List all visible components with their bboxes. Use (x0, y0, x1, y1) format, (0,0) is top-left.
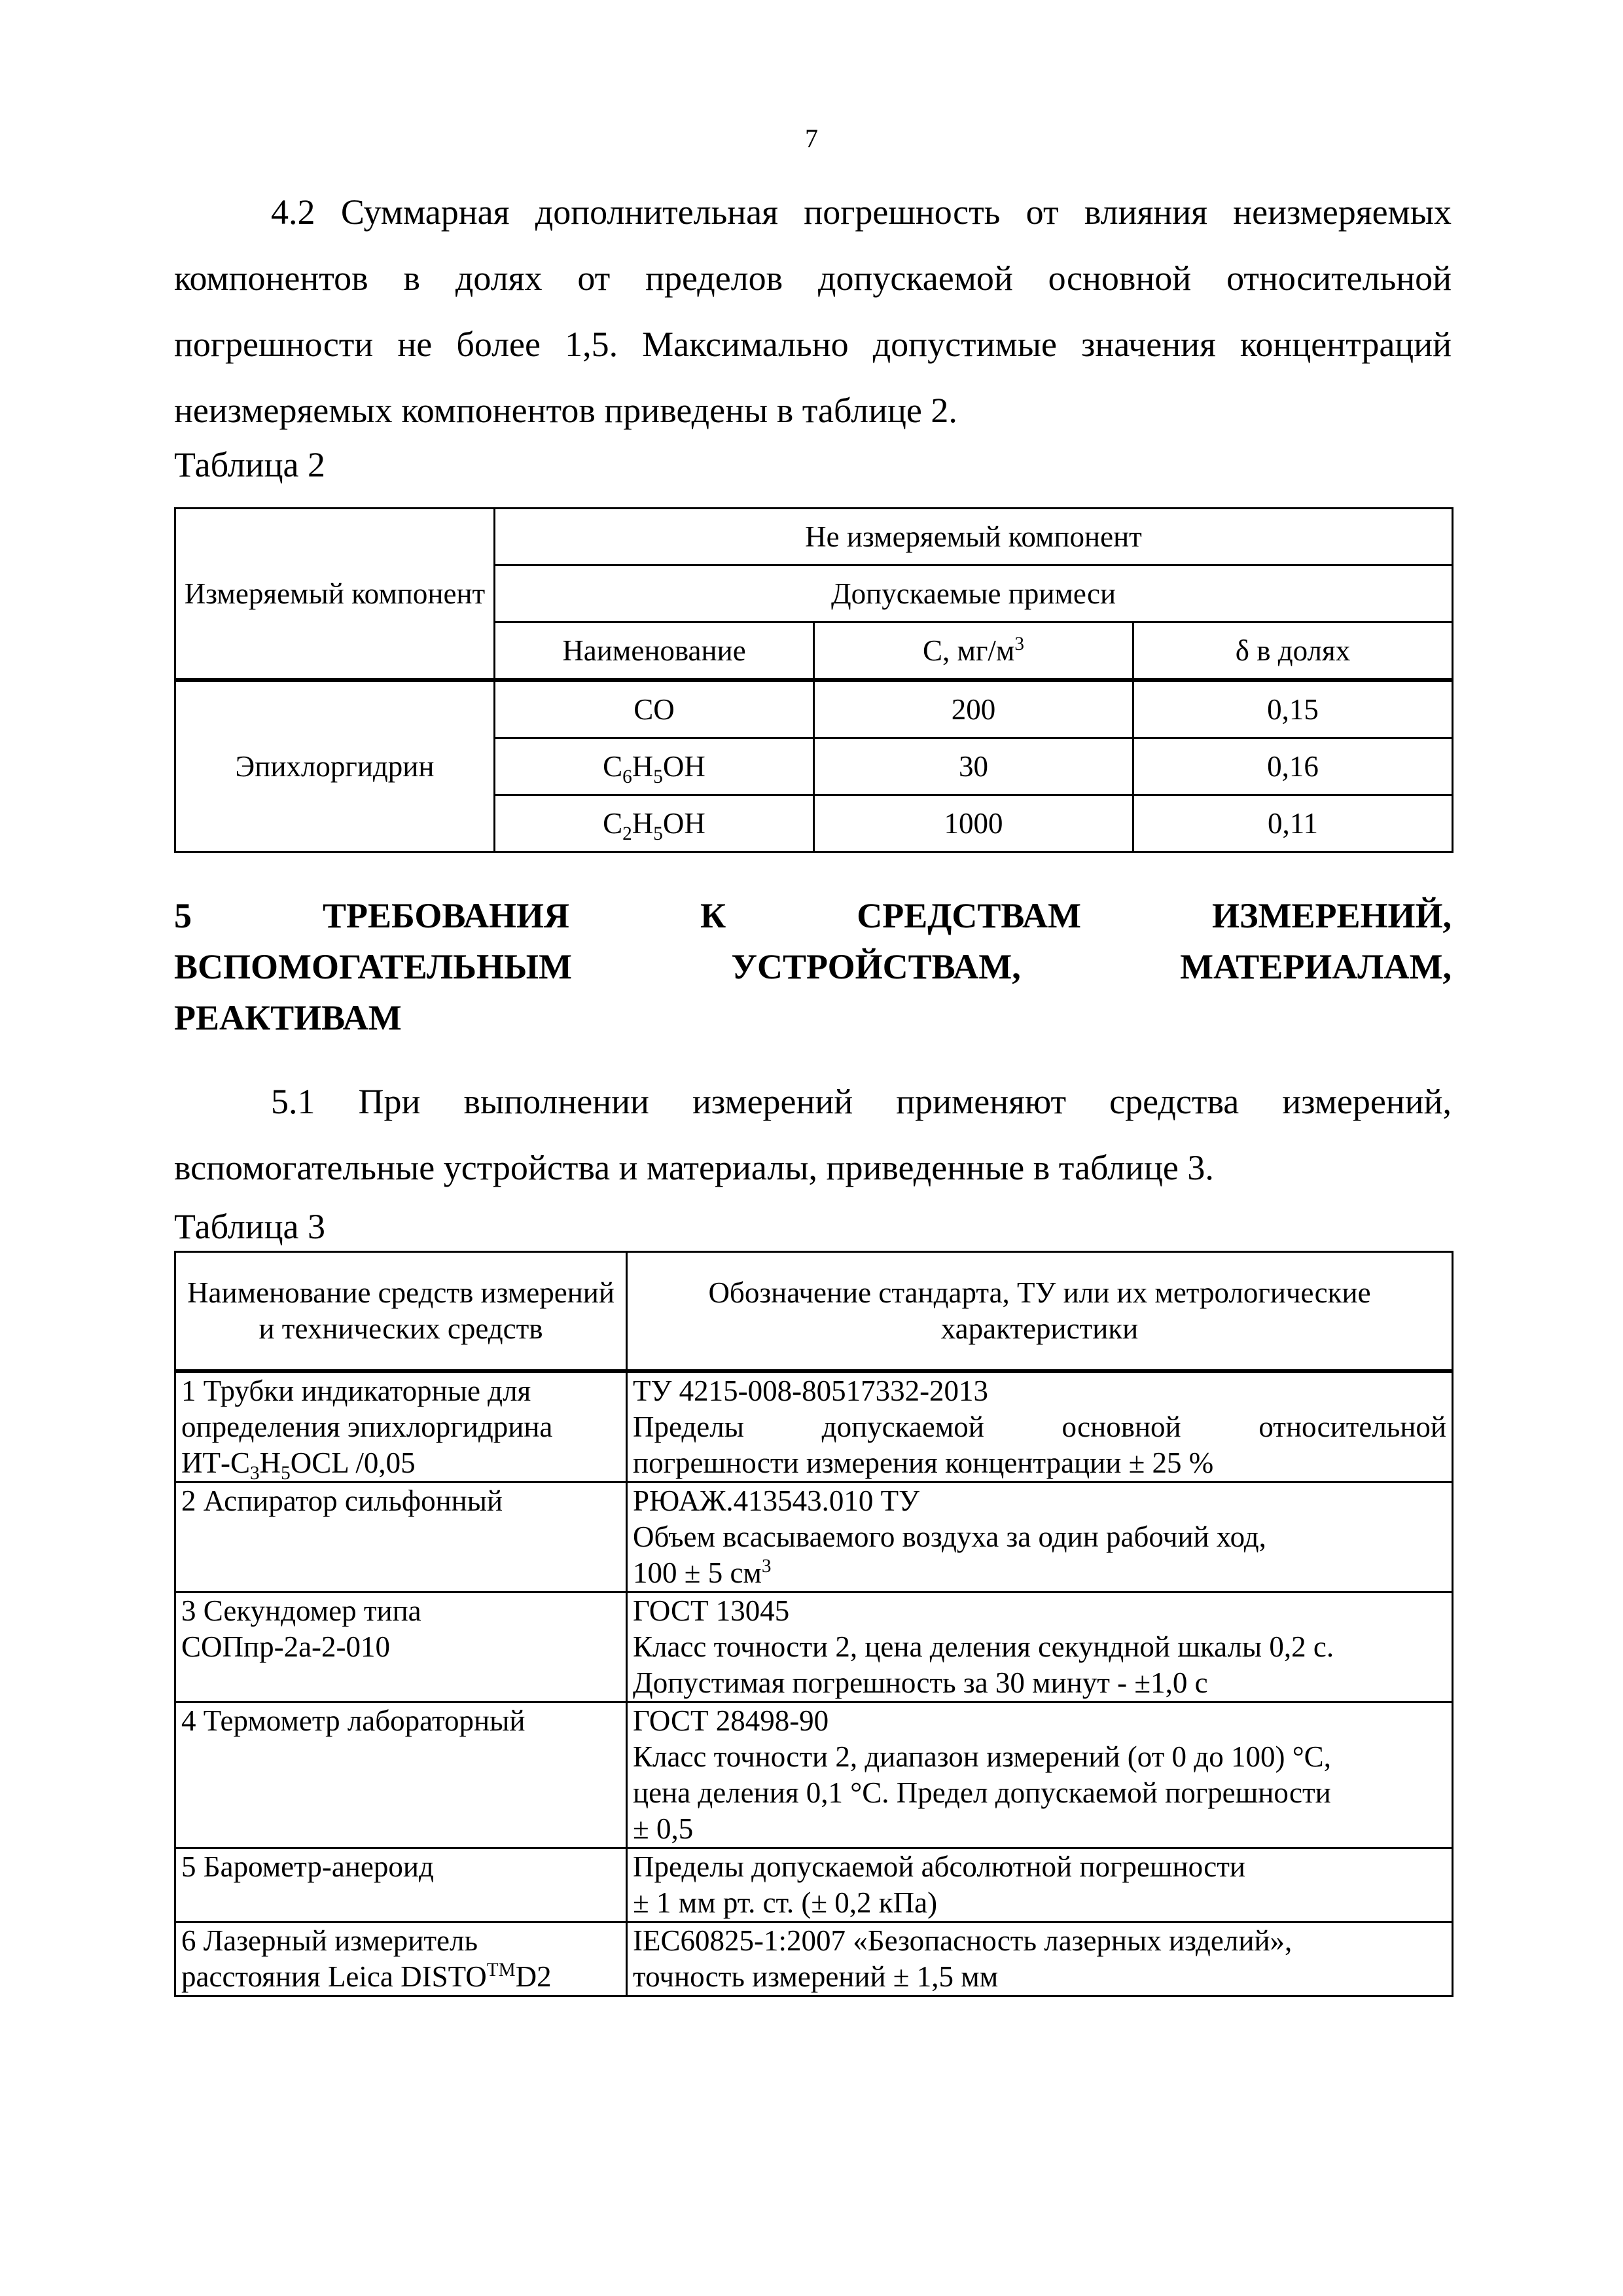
table-3 (174, 1251, 1454, 1997)
column-header-impurities: Допускаемые примеси (495, 565, 1453, 622)
table-2 (174, 507, 1454, 853)
table-row (175, 1702, 1453, 1848)
paragraph-line: вспомогательные устройства и материалы, приведенные в таблице 3. (174, 1148, 1214, 1187)
impurity-delta: 0,11 (1133, 795, 1453, 852)
superscript: 3 (761, 1556, 772, 1577)
heading-word: ВСПОМОГАТЕЛЬНЫМ (174, 947, 572, 986)
superscript: 3 (1014, 634, 1025, 655)
formula-part: H (259, 1446, 281, 1479)
cell-line: СОПпр-2а-2-010 (181, 1630, 391, 1663)
column-header-non-measured: Не измеряемый компонент (495, 509, 1453, 565)
cell-line: ТУ 4215-008-80517332-2013 (633, 1374, 989, 1407)
cell-line: Допустимая погрешность за 30 минут - ±1,0 с (633, 1666, 1208, 1699)
impurity-name: CO (495, 680, 814, 738)
instrument-name (175, 1482, 627, 1592)
paragraph-line: погрешности не более 1,5. Максимально допустимые значения концентраций (174, 325, 1452, 364)
paragraph-line: 5.1 При выполнении измерений применяют средства измерений, (271, 1082, 1452, 1121)
table-3-caption: Таблица 3 (174, 1207, 325, 1246)
formula-subscript: 5 (653, 823, 663, 844)
cell-line: Пределы допускаемой основной относительной (633, 1410, 1446, 1443)
instrument-name (175, 1922, 627, 1996)
impurity-concentration: 200 (814, 680, 1133, 738)
cell-line: 5 Барометр-анероид (181, 1850, 434, 1883)
formula-subscript: 3 (250, 1463, 260, 1484)
cell-line: цена деления 0,1 °С. Предел допускаемой погрешности (633, 1776, 1331, 1809)
formula-part: OH (662, 750, 705, 783)
instrument-name (175, 1702, 627, 1848)
impurity-name (495, 738, 814, 795)
formula-part: H (632, 807, 654, 840)
formula-part: ИТ-C (181, 1446, 250, 1479)
impurity-name (495, 795, 814, 852)
cell-text: 100 ± 5 см (633, 1556, 762, 1589)
header-text: Измеряемый компонент (184, 577, 486, 610)
formula-part: C (603, 750, 623, 783)
table-2-caption: Таблица 2 (174, 445, 325, 484)
heading-word: К (700, 896, 726, 935)
instrument-name (175, 1371, 627, 1482)
instrument-specification (627, 1482, 1453, 1592)
cell-line: 3 Секундомер типа (181, 1594, 421, 1627)
formula-part: OH (662, 807, 705, 840)
column-header-name: Наименование (495, 622, 814, 681)
instrument-specification (627, 1702, 1453, 1848)
cell-line: 4 Термометр лабораторный (181, 1704, 526, 1737)
heading-word: МАТЕРИАЛАМ, (1180, 947, 1452, 986)
cell-line: IEC60825-1:2007 «Безопасность лазерных изделий», (633, 1924, 1293, 1957)
paragraph-line: компонентов в долях от пределов допускаемой основной относительной (174, 259, 1452, 298)
instrument-specification (627, 1848, 1453, 1922)
table-row (175, 1848, 1453, 1922)
heading-word: УСТРОЙСТВАМ, (731, 947, 1021, 986)
impurity-delta: 0,15 (1133, 680, 1453, 738)
cell-line: Класс точности 2, цена деления секундной шкалы 0,2 с. (633, 1630, 1334, 1663)
formula-part: C (603, 807, 623, 840)
instrument-name (175, 1848, 627, 1922)
table-row (175, 1371, 1453, 1482)
heading-word: ИЗМЕРЕНИЙ, (1212, 896, 1452, 935)
measured-component-cell: Эпихлоргидрин (175, 680, 495, 852)
formula-part: H (632, 750, 654, 783)
cell-line: ГОСТ 13045 (633, 1594, 790, 1627)
trademark-superscript: TM (486, 1960, 516, 1981)
cell-line: точность измерений ± 1,5 мм (633, 1960, 999, 1993)
column-header-measured-component (175, 509, 495, 681)
heading-line: РЕАКТИВАМ (174, 998, 402, 1037)
formula-subscript: 5 (653, 766, 663, 787)
table-row (175, 1592, 1453, 1702)
table-row (175, 680, 1453, 738)
cell-line: ± 0,5 (633, 1812, 694, 1845)
formula-subscript: 2 (622, 823, 632, 844)
cell-line (633, 1555, 1446, 1591)
cell-line: Пределы допускаемой абсолютной погрешности (633, 1850, 1245, 1883)
column-header-concentration (814, 622, 1133, 681)
instrument-name (175, 1592, 627, 1702)
instrument-specification (627, 1371, 1453, 1482)
cell-line: ГОСТ 28498-90 (633, 1704, 829, 1737)
column-header-instrument: Наименование средств измерений и технических средств (175, 1252, 627, 1372)
formula-subscript: 5 (281, 1463, 291, 1484)
instrument-specification (627, 1592, 1453, 1702)
table-row (175, 1922, 1453, 1996)
page-number: 7 (805, 124, 818, 153)
paragraph-5-1 (174, 1069, 1452, 1201)
cell-line: Объем всасываемого воздуха за один рабочий ход, (633, 1520, 1266, 1553)
cell-line: ± 1 мм рт. ст. (± 0,2 кПа) (633, 1886, 938, 1919)
impurity-concentration: 30 (814, 738, 1133, 795)
column-header-specification: Обозначение стандарта, ТУ или их метрологические характеристики (627, 1252, 1453, 1372)
cell-text: D2 (515, 1960, 552, 1993)
cell-line: погрешности измерения концентрации ± 25 % (633, 1446, 1214, 1479)
column-header-delta: δ в долях (1133, 622, 1453, 681)
impurity-delta: 0,16 (1133, 738, 1453, 795)
cell-line: 1 Трубки индикаторные для (181, 1374, 531, 1407)
section-5-heading (174, 890, 1452, 1043)
paragraph-4-2 (174, 179, 1452, 444)
table-row (175, 1482, 1453, 1592)
instrument-specification (627, 1922, 1453, 1996)
heading-word: СРЕДСТВАМ (857, 896, 1081, 935)
cell-line (181, 1445, 620, 1484)
cell-line (181, 1959, 620, 1995)
heading-line (174, 890, 1452, 941)
formula-subscript: 6 (622, 766, 632, 787)
heading-line (174, 941, 1452, 992)
cell-text: расстояния Leica DISTO (181, 1960, 487, 1993)
cell-line: определения эпихлоргидрина (181, 1410, 553, 1443)
cell-line: РЮАЖ.413543.010 ТУ (633, 1484, 919, 1517)
cell-line: Класс точности 2, диапазон измерений (от 0 до 100) °С, (633, 1740, 1331, 1773)
paragraph-line: 4.2 Суммарная дополнительная погрешность от влияния неизмеряемых (271, 192, 1452, 232)
paragraph-line: неизмеряемых компонентов приведены в таблице 2. (174, 391, 957, 430)
formula-part: OCL /0,05 (290, 1446, 416, 1479)
header-text: С, мг/м (922, 634, 1015, 667)
impurity-concentration: 1000 (814, 795, 1133, 852)
cell-line: 2 Аспиратор сильфонный (181, 1484, 503, 1517)
cell-line: 6 Лазерный измеритель (181, 1924, 478, 1957)
heading-word: 5 ТРЕБОВАНИЯ (174, 896, 569, 935)
